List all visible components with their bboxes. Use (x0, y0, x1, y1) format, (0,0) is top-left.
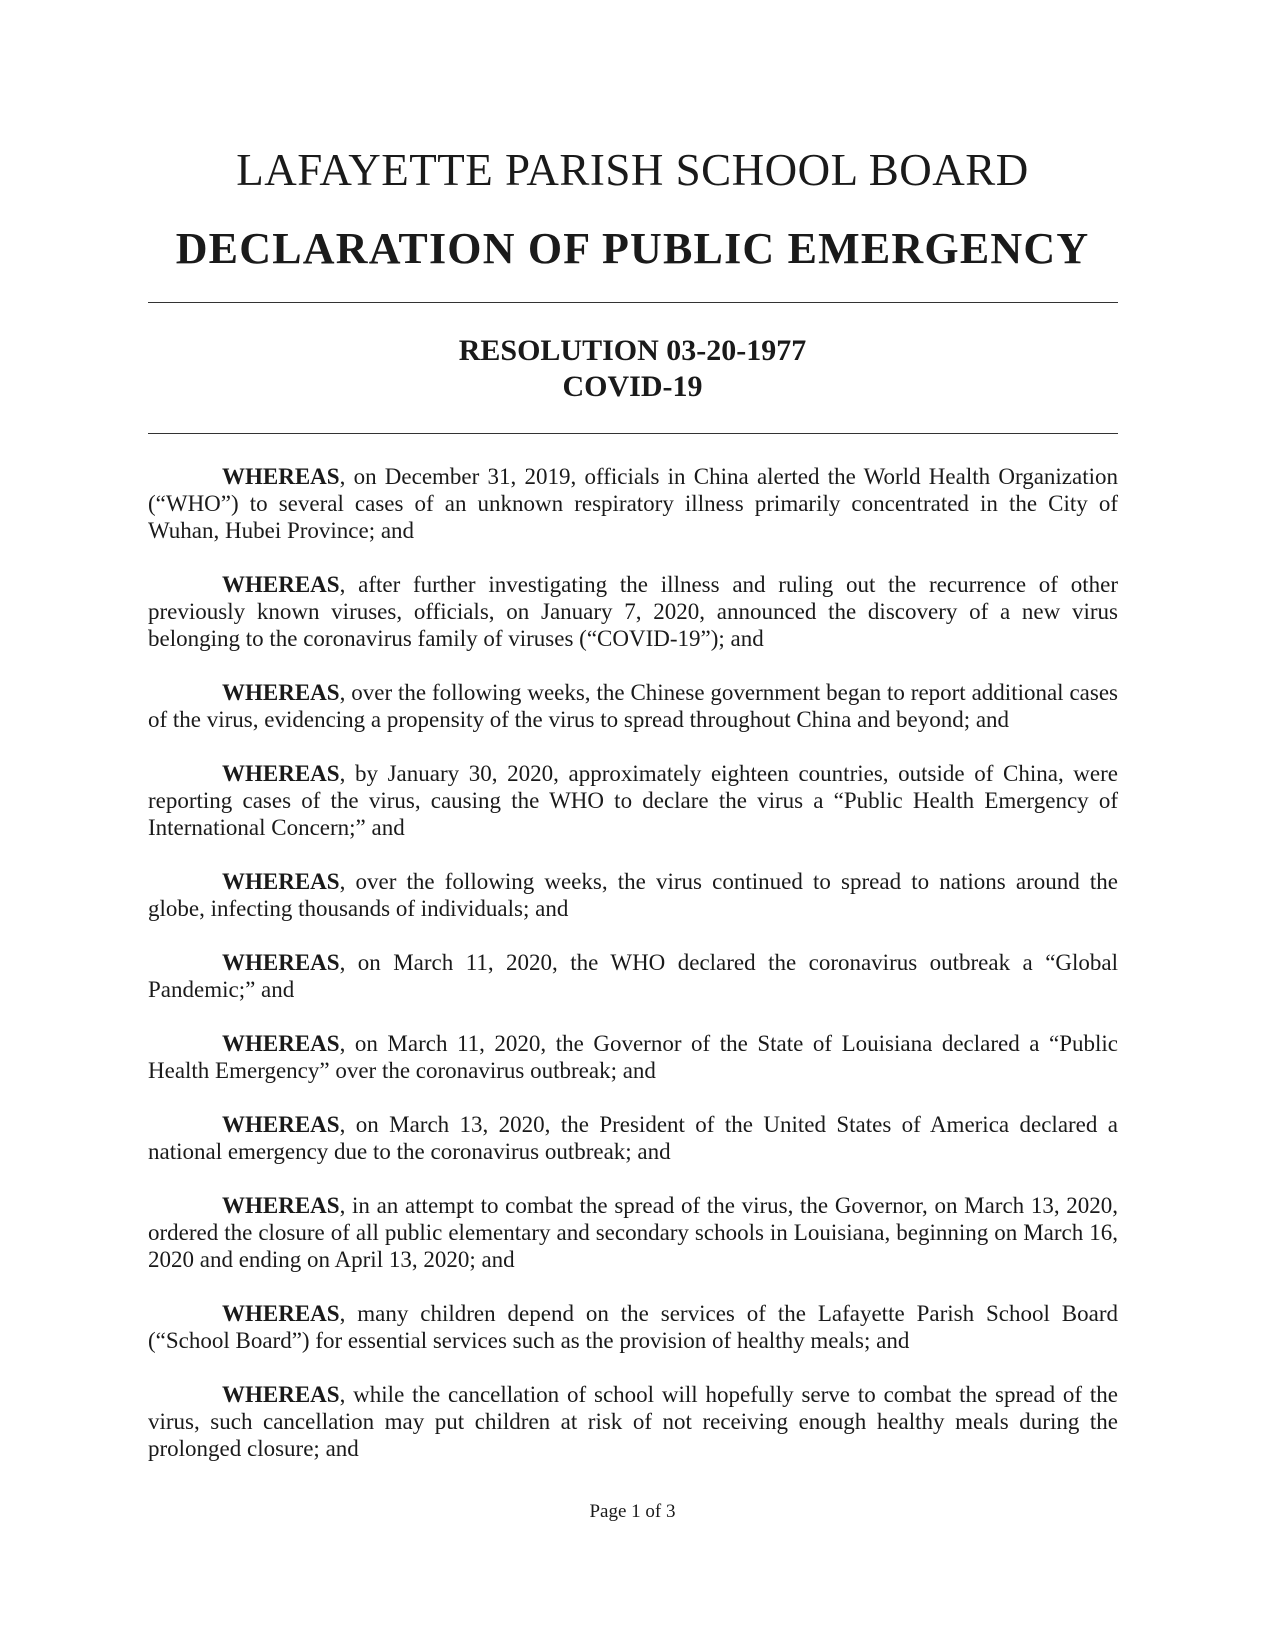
clause-text: , many children depend on the services of the Lafayette Parish School Board (“School Board”) for essential services such as the provision of healthy meals; and (148, 1301, 1118, 1353)
document-title: DECLARATION OF PUBLIC EMERGENCY (175, 224, 1090, 273)
clause-keyword: WHEREAS (222, 1112, 340, 1137)
resolution-number: RESOLUTION 03-20-1977 (458, 334, 807, 367)
clause-keyword: WHEREAS (222, 1301, 340, 1326)
clause-text: , after further investigating the illness and ruling out the recurrence of other previously known viruses, officials, on January 7, 2020, announced the discovery of a new virus belonging to the coronavirus family of viruses (“COVID-19”); and (148, 572, 1118, 651)
whereas-clause (148, 949, 1118, 1003)
whereas-clause (148, 1111, 1118, 1165)
clause-keyword: WHEREAS (222, 680, 340, 705)
clause-keyword: WHEREAS (222, 1031, 340, 1056)
whereas-clause (148, 760, 1118, 841)
clause-text: , on March 11, 2020, the WHO declared the coronavirus outbreak a “Global Pandemic;” and (148, 950, 1118, 1002)
clause-keyword: WHEREAS (222, 950, 340, 975)
clause-text: , by January 30, 2020, approximately eighteen countries, outside of China, were reporting cases of the virus, causing the WHO to declare the virus a “Public Health Emergency of International Concern;” and (148, 761, 1118, 840)
clause-keyword: WHEREAS (222, 572, 340, 597)
resolution-heading (0, 333, 1265, 405)
clause-keyword: WHEREAS (222, 464, 340, 489)
clause-keyword: WHEREAS (222, 869, 340, 894)
clause-keyword: WHEREAS (222, 1193, 340, 1218)
whereas-clause (148, 1030, 1118, 1084)
page-number: Page 1 of 3 (589, 1501, 676, 1522)
clause-keyword: WHEREAS (222, 761, 340, 786)
clause-text: , over the following weeks, the virus continued to spread to nations around the globe, infecting thousands of individuals; and (148, 869, 1118, 921)
clause-text: , over the following weeks, the Chinese government began to report additional cases of the virus, evidencing a propensity of the virus to spread throughout China and beyond; and (148, 680, 1118, 732)
clause-text: , on March 11, 2020, the Governor of the State of Louisiana declared a “Public Health Emergency” over the coronavirus outbreak; and (148, 1031, 1118, 1083)
resolution-divider (148, 433, 1118, 434)
header-divider (148, 302, 1118, 303)
whereas-clauses (148, 463, 1118, 1489)
whereas-clause (148, 571, 1118, 652)
whereas-clause (148, 463, 1118, 544)
whereas-clause (148, 679, 1118, 733)
whereas-clause (148, 1192, 1118, 1273)
whereas-clause (148, 1300, 1118, 1354)
whereas-clause (148, 868, 1118, 922)
whereas-clause (148, 1381, 1118, 1462)
clause-text: , on March 13, 2020, the President of the United States of America declared a national emergency due to the coronavirus outbreak; and (148, 1112, 1118, 1164)
clause-text: , on December 31, 2019, officials in China alerted the World Health Organization (“WHO”) to several cases of an unknown respiratory illness primarily concentrated in the City of Wuhan, Hubei Province; and (148, 464, 1118, 543)
clause-text: , in an attempt to combat the spread of the virus, the Governor, on March 13, 2020, ordered the closure of all public elementary and secondary schools in Louisiana, beginning on March 16, 2020 and ending on April 13, 2020; and (148, 1193, 1118, 1272)
organization-title: LAFAYETTE PARISH SCHOOL BOARD (236, 145, 1029, 195)
clause-text: , while the cancellation of school will hopefully serve to combat the spread of the virus, such cancellation may put children at risk of not receiving enough healthy meals during the prolonged closure; and (148, 1382, 1118, 1461)
resolution-subject: COVID-19 (562, 370, 703, 403)
clause-keyword: WHEREAS (222, 1382, 340, 1407)
